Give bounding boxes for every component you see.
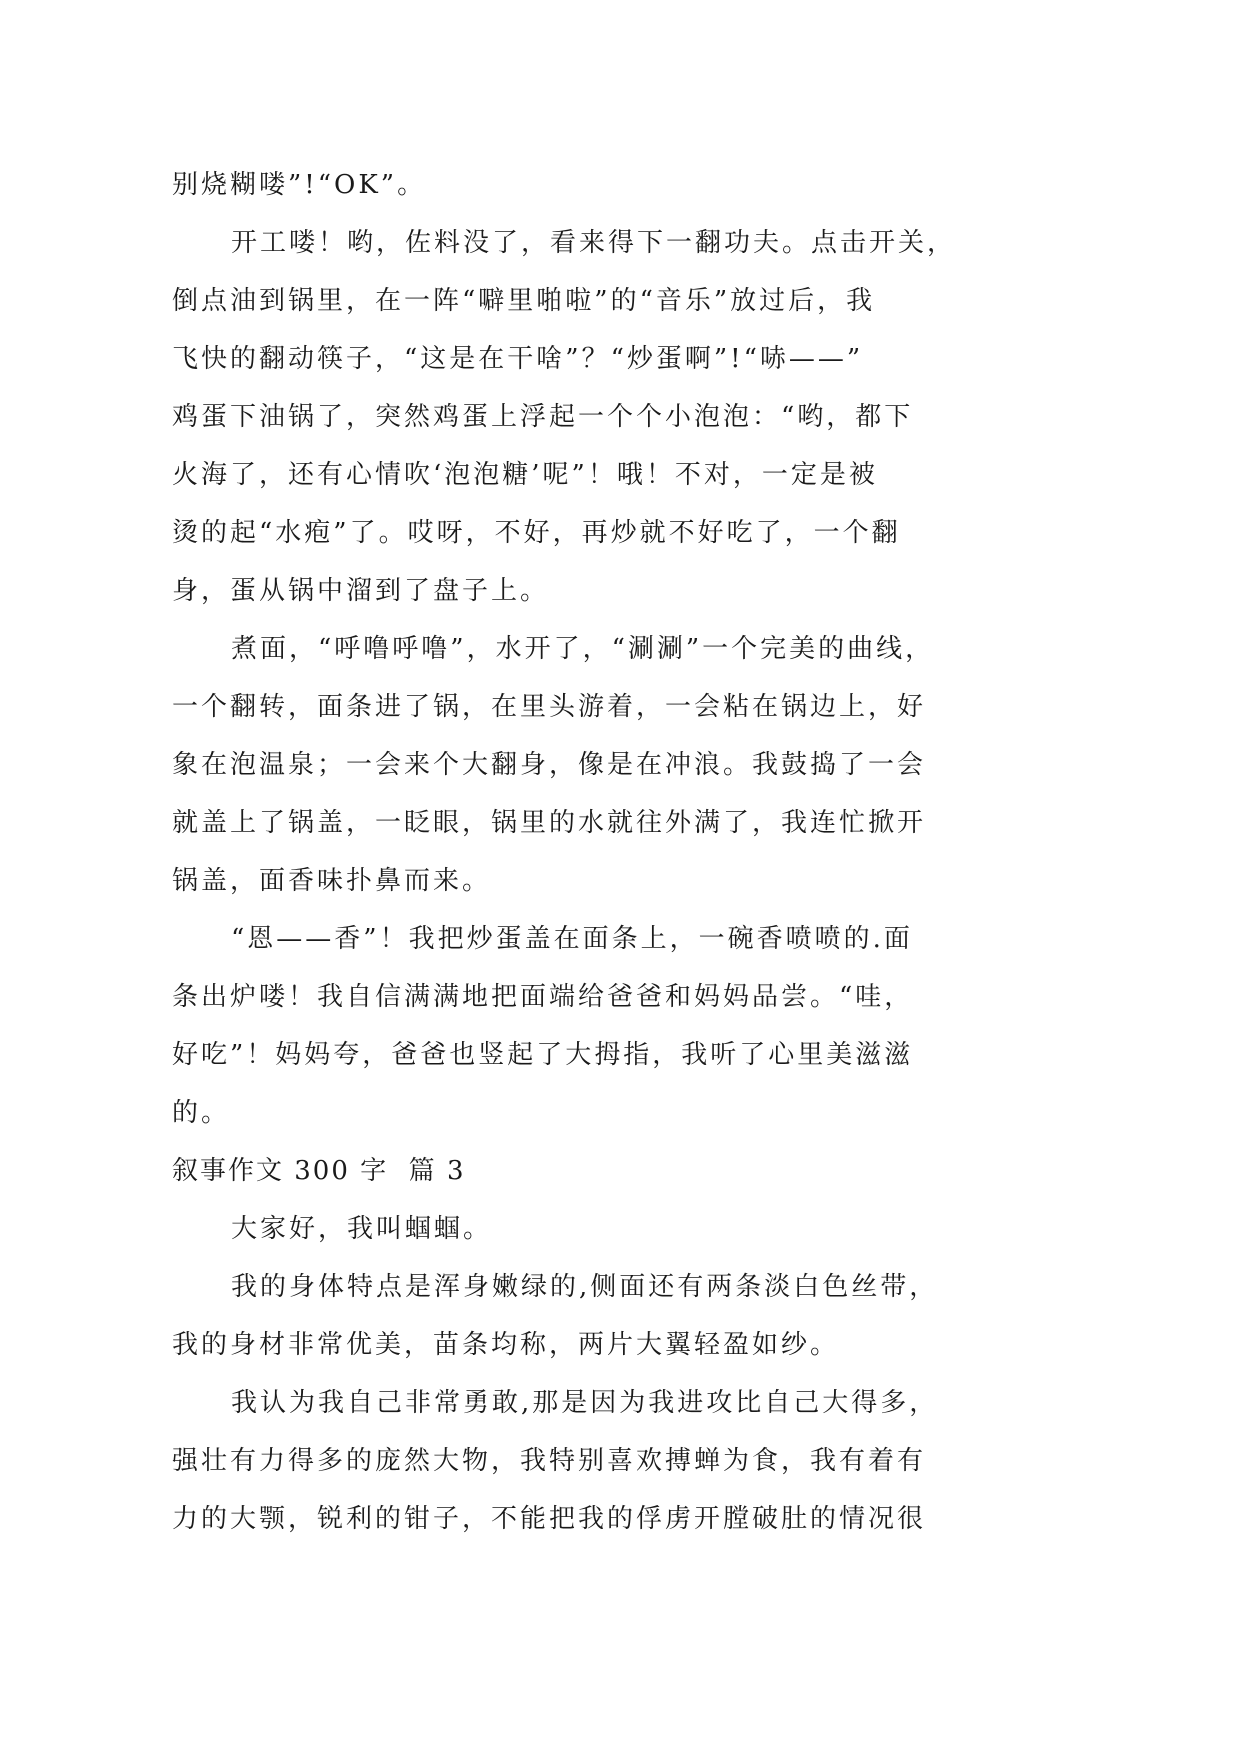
text-line: 我的身材非常优美，苗条均称，两片大翼轻盈如纱。 [172, 1330, 840, 1360]
text-line: 力的大颚，锐利的钳子，不能把我的俘虏开膛破肚的情况很 [172, 1504, 927, 1534]
paragraph [172, 910, 1072, 1142]
text-line: 火海了，还有心情吹‘泡泡糖’呢”！哦！不对，一定是被 [172, 460, 878, 490]
section-heading: 叙事作文 300 字 篇 3 [172, 1156, 466, 1186]
text-line: 一个翻转，面条进了锅，在里头游着，一会粘在锅边上，好 [172, 692, 927, 722]
text-line: 身，蛋从锅中溜到了盘子上。 [172, 576, 550, 606]
paragraph [172, 1258, 1072, 1374]
paragraph [172, 214, 1072, 620]
text-line: 强壮有力得多的庞然大物，我特别喜欢搏蝉为食，我有着有 [172, 1446, 927, 1476]
text-line: 象在泡温泉；一会来个大翻身，像是在冲浪。我鼓捣了一会 [172, 750, 927, 780]
text-line: 开工喽！哟，佐料没了，看来得下一翻功夫。点击开关， [231, 228, 957, 258]
paragraph [172, 1200, 1072, 1258]
text-line: 别烧糊喽”!“OK”。 [172, 170, 427, 200]
paragraph [172, 156, 1072, 214]
text-line: 鸡蛋下油锅了，突然鸡蛋上浮起一个个小泡泡：“哟，都下 [172, 402, 914, 432]
paragraph [172, 620, 1072, 910]
text-line: 好吃”！妈妈夸，爸爸也竖起了大拇指，我听了心里美滋滋 [172, 1040, 914, 1070]
text-line: 大家好，我叫蝈蝈。 [231, 1214, 493, 1244]
text-line: 倒点油到锅里，在一阵“噼里啪啦”的“音乐”放过后，我 [172, 286, 876, 316]
paragraph [172, 1374, 1072, 1548]
text-line: 煮面，“呼噜呼噜”，水开了，“涮涮”一个完美的曲线， [231, 634, 935, 664]
text-line: 条出炉喽！我自信满满地把面端给爸爸和妈妈品尝。“哇， [172, 982, 914, 1012]
text-line: “恩——香”！我把炒蛋盖在面条上，一碗香喷喷的.面 [231, 924, 913, 954]
text-line: 锅盖，面香味扑鼻而来。 [172, 866, 492, 896]
text-line: 的。 [172, 1098, 231, 1128]
text-body [172, 156, 1072, 1548]
text-line: 我的身体特点是浑身嫩绿的,侧面还有两条淡白色丝带， [231, 1272, 939, 1302]
text-line: 我认为我自己非常勇敢,那是因为我进攻比自己大得多， [231, 1388, 939, 1418]
text-line: 就盖上了锅盖，一眨眼，锅里的水就往外满了，我连忙掀开 [172, 808, 927, 838]
text-line: 飞快的翻动筷子，“这是在干啥”？“炒蛋啊”!“哧——” [172, 344, 864, 374]
text-line: 烫的起“水疱”了。哎呀，不好，再炒就不好吃了，一个翻 [172, 518, 901, 548]
